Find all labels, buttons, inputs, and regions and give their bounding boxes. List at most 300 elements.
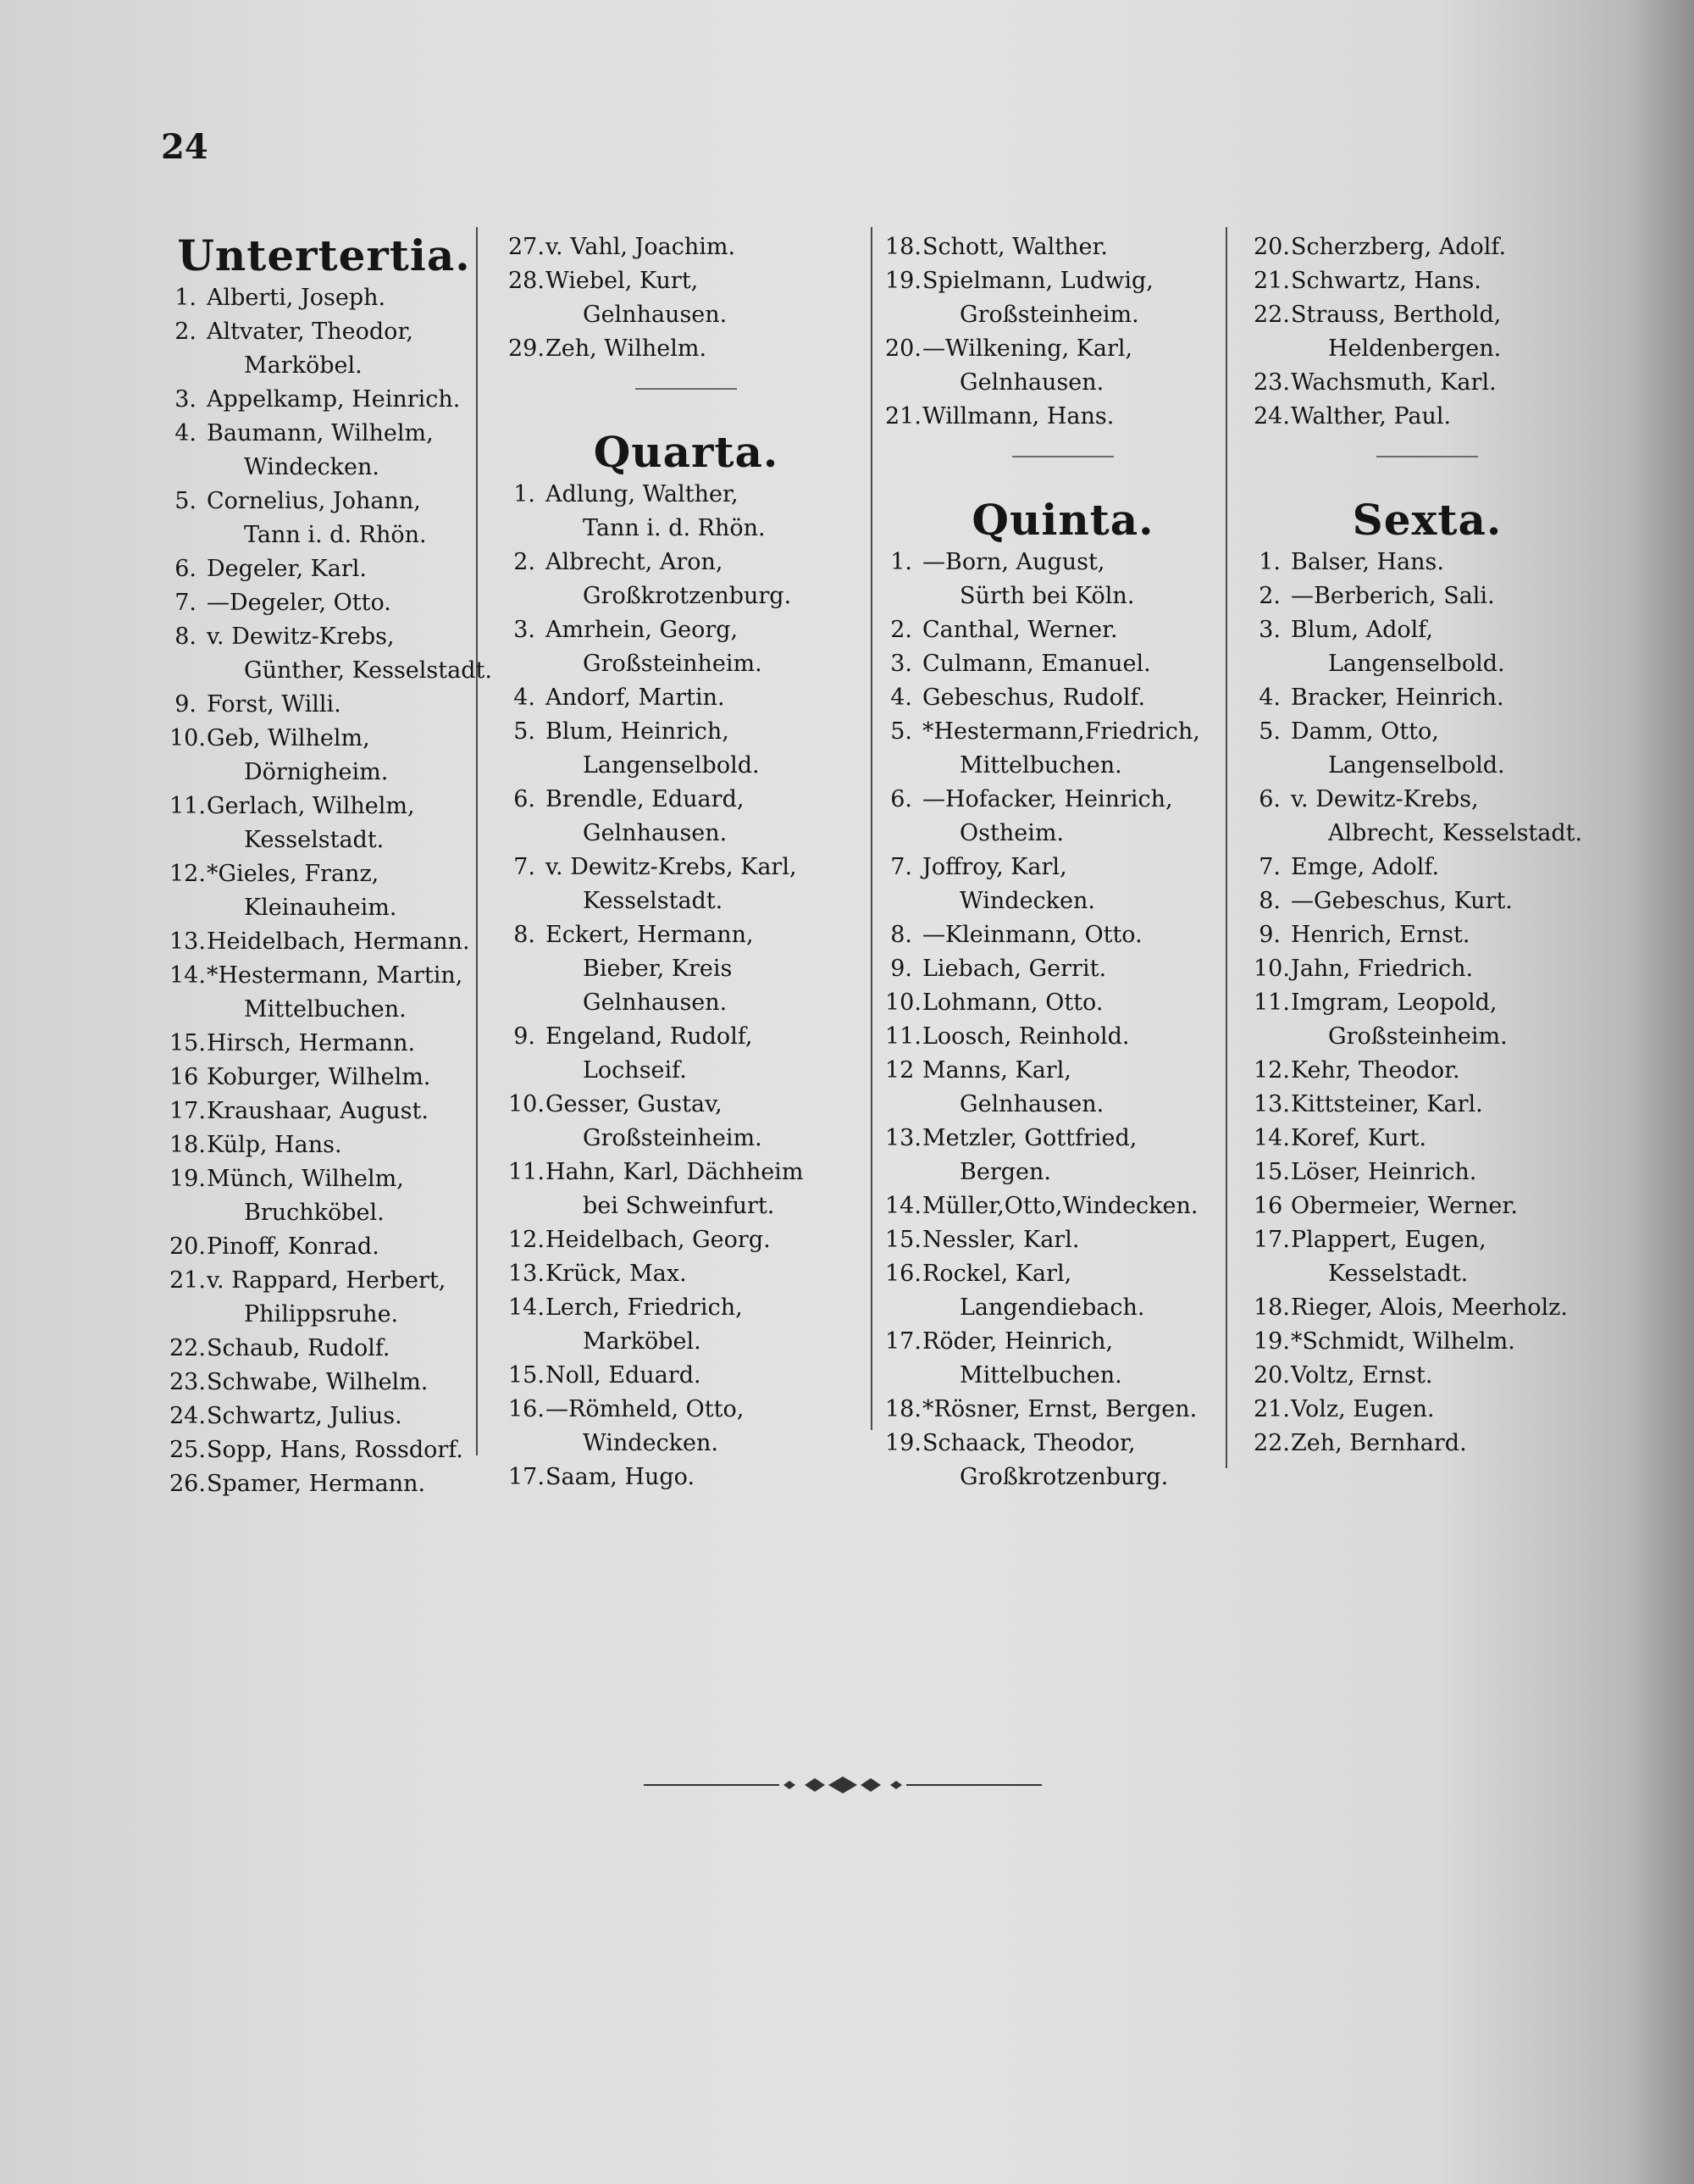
- entry-line: [169, 383, 479, 417]
- entry-line: [885, 1122, 1241, 1156]
- entry-name: Brendle, Eduard,: [545, 786, 745, 812]
- entry-line: [508, 918, 864, 952]
- entry-continuation: Bieber, Kreis: [583, 956, 733, 982]
- entry-number: 11.: [169, 793, 206, 819]
- entry-name: Plappert, Eugen,: [1291, 1227, 1486, 1253]
- entry-name: Adlung, Walther,: [545, 481, 739, 507]
- entry-continuation: Sürth bei Köln.: [960, 583, 1135, 609]
- entry-name: Krück, Max.: [545, 1261, 687, 1287]
- entry-continuation: Mittelbuchen.: [244, 996, 407, 1023]
- entry-number: 19.: [1254, 1328, 1290, 1355]
- entry-number: 18.: [1254, 1294, 1290, 1321]
- entry-number: 4.: [174, 420, 197, 446]
- entry-name: Bracker, Heinrich.: [1291, 685, 1504, 711]
- list-item: [169, 925, 479, 959]
- entry-name: Schaack, Theodor,: [922, 1430, 1136, 1456]
- entry-name: Löser, Heinrich.: [1291, 1159, 1477, 1185]
- entry-line: [1254, 1088, 1601, 1122]
- entry-line: [508, 332, 864, 366]
- entry-number: 6.: [890, 786, 912, 812]
- section-heading: Untertertia.: [177, 230, 471, 280]
- entry-line: [885, 230, 1241, 264]
- list-item: [885, 952, 1241, 986]
- entry-number: 23.: [169, 1369, 206, 1395]
- entry-line: [1254, 1291, 1601, 1325]
- entry-number: 18.: [885, 1396, 922, 1422]
- entry-line: [508, 851, 864, 884]
- entry-name: Joffroy, Karl,: [922, 854, 1067, 880]
- list-item: [508, 613, 864, 681]
- entry-name: Hahn, Karl, Dächheim: [545, 1159, 804, 1185]
- list-item: [169, 959, 479, 1027]
- entry-name: Appelkamp, Heinrich.: [207, 386, 461, 413]
- entry-name: Volz, Eugen.: [1291, 1396, 1435, 1422]
- entry-line: [885, 332, 1241, 366]
- entry-continuation: Kesselstadt.: [1328, 1261, 1469, 1287]
- entry-name: Balser, Hans.: [1291, 549, 1444, 575]
- entry-name: Schott, Walther.: [922, 234, 1109, 260]
- entry-line: [1254, 613, 1601, 647]
- entry-continuation: Gelnhausen.: [583, 302, 728, 328]
- entry-name: Spamer, Hermann.: [207, 1471, 426, 1497]
- entry-number: 24.: [169, 1403, 206, 1429]
- entry-number: 8.: [890, 922, 912, 948]
- list-item: [1254, 1122, 1601, 1156]
- list-item: [1254, 783, 1601, 851]
- list-item: [508, 332, 864, 366]
- entry-continuation: Philippsruhe.: [244, 1301, 399, 1328]
- entry-continuation: Großkrotzenburg.: [960, 1464, 1169, 1490]
- list-item: [169, 1162, 479, 1230]
- list-item: [508, 264, 864, 332]
- entry-number: 21.: [169, 1267, 206, 1294]
- entry-line: [508, 613, 864, 647]
- entry-number: 18.: [885, 234, 922, 260]
- list-item: [508, 1088, 864, 1156]
- list-item: [169, 552, 479, 586]
- entry-line: [1254, 366, 1601, 400]
- entry-number: 2.: [513, 549, 535, 575]
- entry-line: [508, 783, 864, 817]
- entry-name: Geb, Wilhelm,: [207, 725, 370, 751]
- list-item: [1254, 400, 1601, 434]
- entry-number: 22.: [169, 1335, 206, 1361]
- entry-number: 10.: [508, 1091, 545, 1117]
- entry-number: 17.: [508, 1464, 545, 1490]
- entry-name: Noll, Eduard.: [545, 1362, 701, 1389]
- entry-number: 21.: [1254, 268, 1290, 294]
- entry-continuation: Großkrotzenburg.: [583, 583, 792, 609]
- list-item: [508, 681, 864, 715]
- entry-line: [169, 1332, 479, 1366]
- list-item: [508, 715, 864, 783]
- list-item: [885, 1122, 1241, 1189]
- entry-name: —Born, August,: [922, 549, 1105, 575]
- list-item: [508, 1223, 864, 1257]
- list-item: [1254, 230, 1601, 264]
- entry-line: [885, 1223, 1241, 1257]
- entry-line: [1254, 918, 1601, 952]
- entry-number: 17.: [169, 1098, 206, 1124]
- entry-line: [1254, 1427, 1601, 1461]
- list-item: [885, 647, 1241, 681]
- list-item: [508, 546, 864, 613]
- entry-name: Müller,Otto,Windecken.: [922, 1193, 1199, 1219]
- list-item: [1254, 952, 1601, 986]
- entry-line: [1254, 884, 1601, 918]
- entry-line: [1254, 986, 1601, 1020]
- entry-line: [169, 417, 479, 451]
- entry-name: Altvater, Theodor,: [207, 319, 413, 345]
- entry-name: Kraushaar, August.: [207, 1098, 429, 1124]
- entry-number: 21.: [885, 403, 922, 430]
- entry-line: [508, 264, 864, 298]
- entry-number: 18.: [169, 1132, 206, 1158]
- list-item: [169, 857, 479, 925]
- entry-name: *Hestermann,Friedrich,: [922, 718, 1200, 745]
- list-item: [169, 586, 479, 620]
- list-item: [508, 783, 864, 851]
- entry-number: 20.: [169, 1233, 206, 1260]
- entry-name: v. Dewitz-Krebs,: [1291, 786, 1479, 812]
- list-item: [885, 264, 1241, 332]
- entry-name: *Rösner, Ernst, Bergen.: [922, 1396, 1198, 1422]
- list-item: [1254, 613, 1601, 681]
- entry-name: Spielmann, Ludwig,: [922, 268, 1154, 294]
- entry-continuation: Langenselbold.: [583, 752, 760, 779]
- entry-name: Zeh, Bernhard.: [1291, 1430, 1467, 1456]
- entry-number: 23.: [1254, 369, 1290, 396]
- entry-name: —Hofacker, Heinrich,: [922, 786, 1173, 812]
- entry-line: [169, 1366, 479, 1400]
- entry-number: 3.: [174, 386, 197, 413]
- entry-line: [885, 1325, 1241, 1359]
- entry-line: [508, 1291, 864, 1325]
- list-item: [1254, 1291, 1601, 1325]
- entry-name: Schwabe, Wilhelm.: [207, 1369, 429, 1395]
- list-item: [885, 1223, 1241, 1257]
- entry-line: [508, 681, 864, 715]
- section-heading: Quinta.: [972, 495, 1154, 545]
- entry-continuation: Gelnhausen.: [583, 820, 728, 846]
- entry-continuation: Bergen.: [960, 1159, 1051, 1185]
- entry-number: 27.: [508, 234, 545, 260]
- list-item: [508, 478, 864, 546]
- list-item: [885, 1054, 1241, 1122]
- entry-number: 3.: [513, 617, 535, 643]
- entry-number: 15.: [885, 1227, 922, 1253]
- list-item: [885, 613, 1241, 647]
- entry-number: 20.: [885, 335, 922, 362]
- entry-name: Forst, Willi.: [207, 691, 341, 718]
- entry-continuation: Windecken.: [583, 1430, 718, 1456]
- list-item: [885, 918, 1241, 952]
- list-item: [885, 783, 1241, 851]
- entry-name: Strauss, Berthold,: [1291, 302, 1502, 328]
- entry-line: [169, 1027, 479, 1061]
- ornament-divider: [644, 1772, 1042, 1798]
- entry-number: 3.: [890, 651, 912, 677]
- entry-line: [169, 688, 479, 722]
- entry-name: Saam, Hugo.: [545, 1464, 695, 1490]
- list-item: [169, 1366, 479, 1400]
- entry-name: Engeland, Rudolf,: [545, 1023, 753, 1050]
- entry-number: 29.: [508, 335, 545, 362]
- entry-line: [508, 1088, 864, 1122]
- list-item: [1254, 986, 1601, 1054]
- entry-name: v. Rappard, Herbert,: [207, 1267, 446, 1294]
- list-item: [169, 485, 479, 552]
- entry-number: 13.: [885, 1125, 922, 1151]
- entry-number: 22.: [1254, 1430, 1290, 1456]
- entry-name: *Schmidt, Wilhelm.: [1291, 1328, 1515, 1355]
- entry-line: [1254, 715, 1601, 749]
- entry-name: Emge, Adolf.: [1291, 854, 1440, 880]
- list-item: [1254, 918, 1601, 952]
- entry-name: Münch, Wilhelm,: [207, 1166, 404, 1192]
- entry-name: Henrich, Ernst.: [1291, 922, 1470, 948]
- entry-name: Amrhein, Georg,: [545, 617, 739, 643]
- column-3: [885, 230, 1241, 1494]
- entry-line: [885, 264, 1241, 298]
- entry-name: Voltz, Ernst.: [1291, 1362, 1433, 1389]
- entry-line: [1254, 681, 1601, 715]
- entry-line: [508, 1359, 864, 1393]
- entry-name: *Hestermann, Martin,: [207, 962, 463, 989]
- entry-line: [169, 1400, 479, 1433]
- entry-name: Loosch, Reinhold.: [922, 1023, 1130, 1050]
- entry-line: [169, 1061, 479, 1095]
- entry-number: 2.: [890, 617, 912, 643]
- entry-number: 8.: [513, 922, 535, 948]
- entry-line: [508, 1156, 864, 1189]
- list-item: [885, 681, 1241, 715]
- entry-continuation: Heldenbergen.: [1328, 335, 1502, 362]
- entry-line: [1254, 1054, 1601, 1088]
- entry-number: 7.: [174, 590, 197, 616]
- entry-name: Heidelbach, Hermann.: [207, 928, 470, 955]
- entry-number: 5.: [890, 718, 912, 745]
- entry-number: 13.: [508, 1261, 545, 1287]
- list-item: [885, 1325, 1241, 1393]
- list-item: [169, 1230, 479, 1264]
- entry-name: —Degeler, Otto.: [207, 590, 391, 616]
- entry-continuation: Mittelbuchen.: [960, 752, 1122, 779]
- entry-continuation: Kleinauheim.: [244, 895, 397, 921]
- entry-name: Pinoff, Konrad.: [207, 1233, 379, 1260]
- entry-line: [169, 552, 479, 586]
- list-item: [885, 1189, 1241, 1223]
- entry-line: [169, 1467, 479, 1501]
- entry-line: [169, 1264, 479, 1298]
- entry-continuation: Dörnigheim.: [244, 759, 389, 785]
- list-item: [1254, 579, 1601, 613]
- entry-line: [169, 1162, 479, 1196]
- entry-name: Külp, Hans.: [207, 1132, 342, 1158]
- list-item: [169, 417, 479, 485]
- entry-line: [1254, 1359, 1601, 1393]
- entry-line: [885, 613, 1241, 647]
- list-item: [1254, 851, 1601, 884]
- entry-number: 1.: [174, 285, 197, 311]
- entry-line: [169, 586, 479, 620]
- entry-number: 14.: [885, 1193, 922, 1219]
- entry-name: Schaub, Rudolf.: [207, 1335, 390, 1361]
- entry-number: 19.: [169, 1166, 206, 1192]
- entry-line: [1254, 851, 1601, 884]
- list-item: [1254, 1393, 1601, 1427]
- list-item: [508, 1291, 864, 1359]
- entry-number: 22.: [1254, 302, 1290, 328]
- list-item: [169, 1061, 479, 1095]
- entry-name: Degeler, Karl.: [207, 556, 367, 582]
- entry-name: Alberti, Joseph.: [207, 285, 386, 311]
- list-item: [885, 986, 1241, 1020]
- entry-name: Cornelius, Johann,: [207, 488, 421, 514]
- entry-line: [885, 1020, 1241, 1054]
- list-item: [508, 1156, 864, 1223]
- entry-line: [508, 1223, 864, 1257]
- list-item: [885, 1257, 1241, 1325]
- entry-number: 16.: [885, 1261, 922, 1287]
- entry-line: [1254, 1223, 1601, 1257]
- entry-number: 14.: [169, 962, 206, 989]
- entry-name: Rockel, Karl,: [922, 1261, 1072, 1287]
- entry-number: 4.: [513, 685, 535, 711]
- entry-line: [508, 1461, 864, 1494]
- entry-number: 20.: [1254, 234, 1290, 260]
- entry-name: Koref, Kurt.: [1291, 1125, 1427, 1151]
- list-item: [885, 715, 1241, 783]
- column-rule: [871, 227, 872, 1430]
- entry-line: [885, 1054, 1241, 1088]
- entry-line: [885, 400, 1241, 434]
- list-item: [169, 1433, 479, 1467]
- entry-number: 8.: [1259, 888, 1281, 914]
- list-item: [508, 1359, 864, 1393]
- entry-line: [885, 647, 1241, 681]
- entry-number: 5.: [174, 488, 197, 514]
- entry-number: 9.: [1259, 922, 1281, 948]
- page-number: 24: [161, 127, 208, 167]
- entry-number: 26.: [169, 1471, 206, 1497]
- entry-number: 5.: [1259, 718, 1281, 745]
- entry-continuation: Lochseif.: [583, 1057, 687, 1084]
- entry-number: 15.: [169, 1030, 206, 1056]
- entry-continuation: Gelnhausen.: [583, 989, 728, 1016]
- section-heading: Quarta.: [593, 427, 779, 477]
- entry-line: [169, 925, 479, 959]
- list-item: [885, 332, 1241, 400]
- entry-line: [885, 918, 1241, 952]
- column-4: [1254, 230, 1601, 1461]
- entry-number: 17.: [885, 1328, 922, 1355]
- entry-continuation: Großsteinheim.: [583, 651, 762, 677]
- list-item: [1254, 1427, 1601, 1461]
- list-item: [169, 1027, 479, 1061]
- list-item: [508, 918, 864, 986]
- entry-line: [885, 715, 1241, 749]
- entry-name: Gerlach, Wilhelm,: [207, 793, 415, 819]
- entry-line: [508, 1393, 864, 1427]
- entry-number: 10.: [1254, 956, 1290, 982]
- entry-continuation: Marköbel.: [583, 1328, 701, 1355]
- list-item: [169, 722, 479, 790]
- entry-number: 1.: [890, 549, 912, 575]
- list-item: [1254, 1088, 1601, 1122]
- entry-continuation: bei Schweinfurt.: [583, 1193, 775, 1219]
- entry-line: [885, 986, 1241, 1020]
- entry-name: Kehr, Theodor.: [1291, 1057, 1460, 1084]
- entry-name: Culmann, Emanuel.: [922, 651, 1151, 677]
- entry-continuation: Bruchköbel.: [244, 1200, 385, 1226]
- entry-continuation: Großsteinheim.: [1328, 1023, 1508, 1050]
- entry-continuation: Tann i. d. Rhön.: [583, 515, 766, 541]
- list-item: [169, 1128, 479, 1162]
- entry-name: *Gieles, Franz,: [207, 861, 379, 887]
- entry-number: 13.: [1254, 1091, 1290, 1117]
- entry-name: Zeh, Wilhelm.: [545, 335, 707, 362]
- list-item: [1254, 1325, 1601, 1359]
- entry-line: [885, 1427, 1241, 1461]
- entry-continuation: Albrecht, Kesselstadt.: [1328, 820, 1583, 846]
- list-item: [1254, 884, 1601, 918]
- entry-name: Lerch, Friedrich,: [545, 1294, 743, 1321]
- entry-line: [169, 620, 479, 654]
- entry-number: 16: [1254, 1193, 1283, 1219]
- entry-number: 6.: [1259, 786, 1281, 812]
- entry-continuation: Langendiebach.: [960, 1294, 1145, 1321]
- entry-number: 7.: [1259, 854, 1281, 880]
- entry-name: v. Dewitz-Krebs, Karl,: [545, 854, 797, 880]
- entry-number: 14.: [508, 1294, 545, 1321]
- entry-name: Walther, Paul.: [1291, 403, 1452, 430]
- entry-continuation: Ostheim.: [960, 820, 1065, 846]
- list-item: [1254, 681, 1601, 715]
- entry-continuation: Langenselbold.: [1328, 752, 1505, 779]
- entry-name: —Römheld, Otto,: [545, 1396, 745, 1422]
- entry-line: [508, 478, 864, 512]
- list-item: [169, 1264, 479, 1332]
- entry-name: Manns, Karl,: [922, 1057, 1071, 1084]
- entry-name: Nessler, Karl.: [922, 1227, 1080, 1253]
- entry-name: Willmann, Hans.: [922, 403, 1115, 430]
- entry-number: 12: [885, 1057, 915, 1084]
- section-heading: Sexta.: [1352, 495, 1503, 545]
- entry-name: Baumann, Wilhelm,: [207, 420, 434, 446]
- entry-line: [1254, 1156, 1601, 1189]
- entry-name: Koburger, Wilhelm.: [207, 1064, 431, 1090]
- entry-name: v. Dewitz-Krebs,: [207, 624, 395, 650]
- entry-number: 16.: [508, 1396, 545, 1422]
- list-item: [1254, 264, 1601, 298]
- entry-number: 6.: [174, 556, 197, 582]
- list-item: [885, 400, 1241, 434]
- entry-number: 10.: [169, 725, 206, 751]
- entry-number: 11.: [885, 1023, 922, 1050]
- entry-name: Schwartz, Hans.: [1291, 268, 1481, 294]
- entry-number: 11.: [1254, 989, 1290, 1016]
- list-item: [508, 230, 864, 264]
- entry-name: —Gebeschus, Kurt.: [1291, 888, 1513, 914]
- list-item: [885, 851, 1241, 918]
- entry-line: [1254, 783, 1601, 817]
- entry-line: [169, 1230, 479, 1264]
- entry-number: 9.: [174, 691, 197, 718]
- entry-name: —Berberich, Sali.: [1291, 583, 1495, 609]
- entry-name: Damm, Otto,: [1291, 718, 1439, 745]
- entry-continuation: Kesselstadt.: [244, 827, 385, 853]
